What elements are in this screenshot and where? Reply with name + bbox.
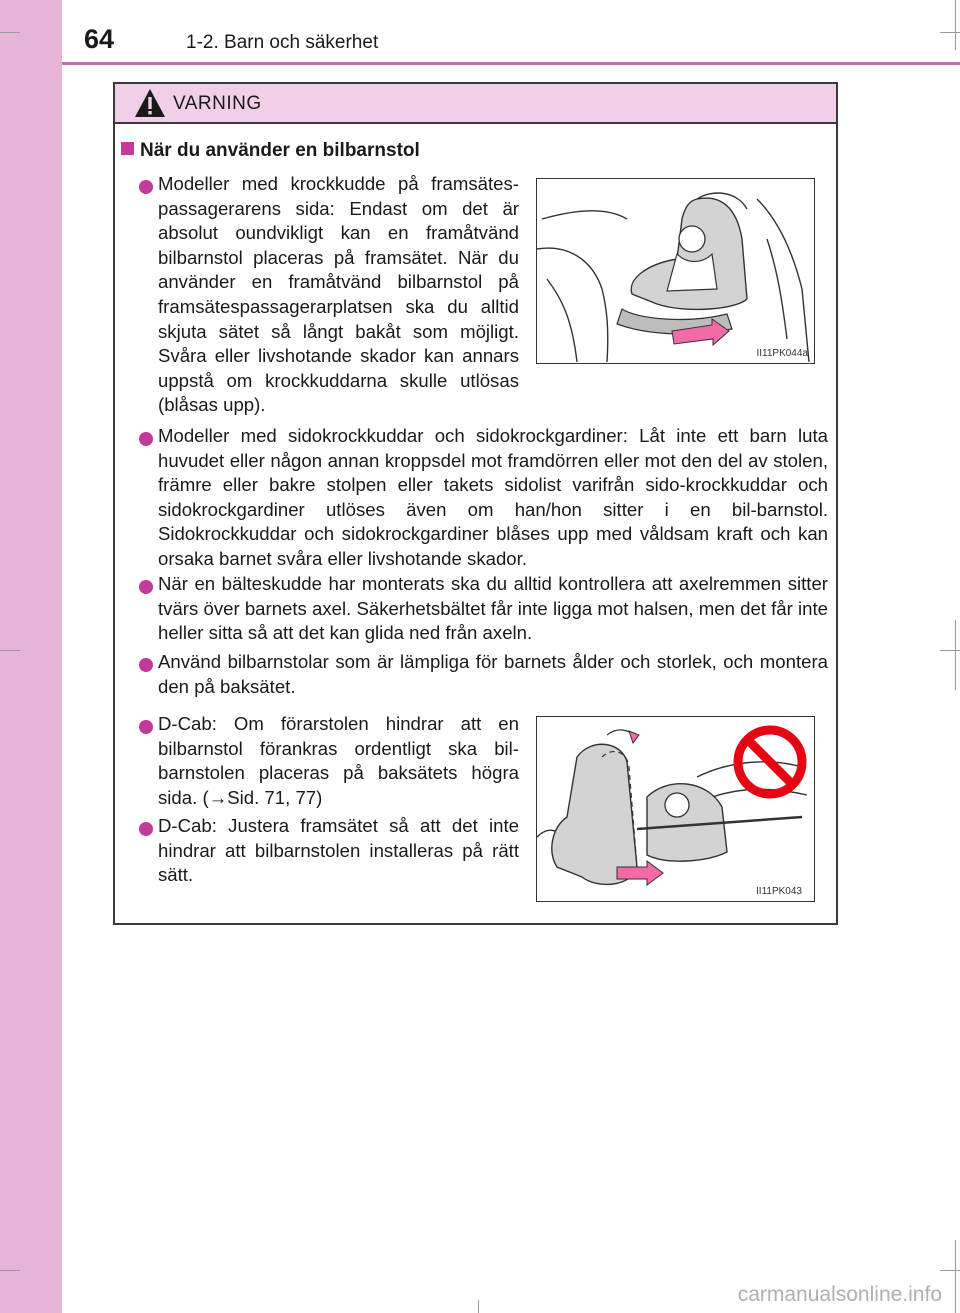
crop-mark	[0, 650, 20, 651]
section-title: 1-2. Barn och säkerhet	[186, 32, 379, 53]
page-number: 64	[84, 24, 115, 54]
watermark: carmanualsonline.info	[737, 1283, 942, 1306]
crop-mark	[955, 0, 956, 50]
crop-mark	[0, 1270, 20, 1271]
warning-subheading-text: När du använder en bilbarnstol	[140, 140, 420, 161]
warning-paragraph-2: Modeller med sidokrockkuddar och sidokrockgardiner: Låt inte ett barn luta huvudet eller någon annan kroppsdel mot framdörren eller mot den del av stolen, främre eller bakre stolpen eller takets sidolist varifrån sido-krockkuddar och sidokrockgardiner utlöses även om han/hon sitter i en bil-barnstol. Sidokrockkuddar och sidokrockgardiner blåses upp med våldsam kraft och kan orsaka barnet svåra eller livshotande skador.	[158, 425, 828, 569]
warning-header	[115, 84, 836, 124]
warning-paragraph-4: Använd bilbarnstolar som är lämpliga för barnets ålder och storlek, och montera den på baksätet.	[158, 651, 828, 697]
warning-paragraph-6: D-Cab: Justera framsätet så att det inte hindrar att bilbarnstolen installeras på rätt sätt.	[158, 815, 519, 886]
bullet-icon	[139, 720, 153, 734]
figure-front-seat	[536, 178, 815, 364]
page-header	[62, 0, 960, 62]
prohibited-child-seat-illustration	[537, 717, 813, 900]
crop-mark	[478, 1300, 479, 1313]
crop-mark	[955, 1240, 956, 1313]
side-color-band	[0, 0, 62, 1313]
crop-mark	[940, 32, 960, 33]
bullet-icon	[139, 822, 153, 836]
figure-code: II11PK044a	[756, 348, 808, 359]
crop-mark	[940, 650, 960, 651]
crop-mark	[0, 32, 20, 33]
child-seat-front-seat-illustration	[537, 179, 813, 362]
crop-mark	[955, 620, 956, 690]
figure-code: II11PK043	[756, 886, 802, 897]
square-bullet-icon	[121, 142, 134, 155]
bullet-icon	[139, 580, 153, 594]
bullet-icon	[139, 180, 153, 194]
bullet-icon	[139, 432, 153, 446]
warning-triangle-icon	[133, 87, 167, 119]
warning-paragraph-3: När en bälteskudde har monterats ska du alltid kontrollera att axelremmen sitter tvärs över barnets axel. Säkerhetsbältet får inte ligga mot halsen, men det får inte heller sitta så att det kan glida ned från axeln.	[158, 573, 828, 644]
warning-title: VARNING	[173, 93, 262, 114]
crop-mark	[940, 1270, 960, 1271]
header-divider	[62, 62, 960, 65]
figure-prohibited	[536, 716, 815, 902]
warning-paragraph-5: D-Cab: Om förarstolen hindrar att en bilbarnstol förankras ordentligt ska bil-barnstolen placeras på baksätets högra sida. (→Sid. 71, 77)	[158, 713, 519, 808]
warning-paragraph-1: Modeller med krockkudde på framsätes-passagerarens sida: Endast om det är absolut oundvikligt kan en framåtvänd bilbarnstol placeras på framsätet. När du använder en framåtvänd bilbarnstol på framsätespassagerarplatsen ska du alltid skjuta sätet så långt bakåt som möjligt. Svåra eller livshotande skador kan annars uppstå om krockkuddarna skulle utlösas (blåsas upp).	[158, 173, 519, 416]
bullet-icon	[139, 658, 153, 672]
warning-subheading	[121, 140, 420, 162]
